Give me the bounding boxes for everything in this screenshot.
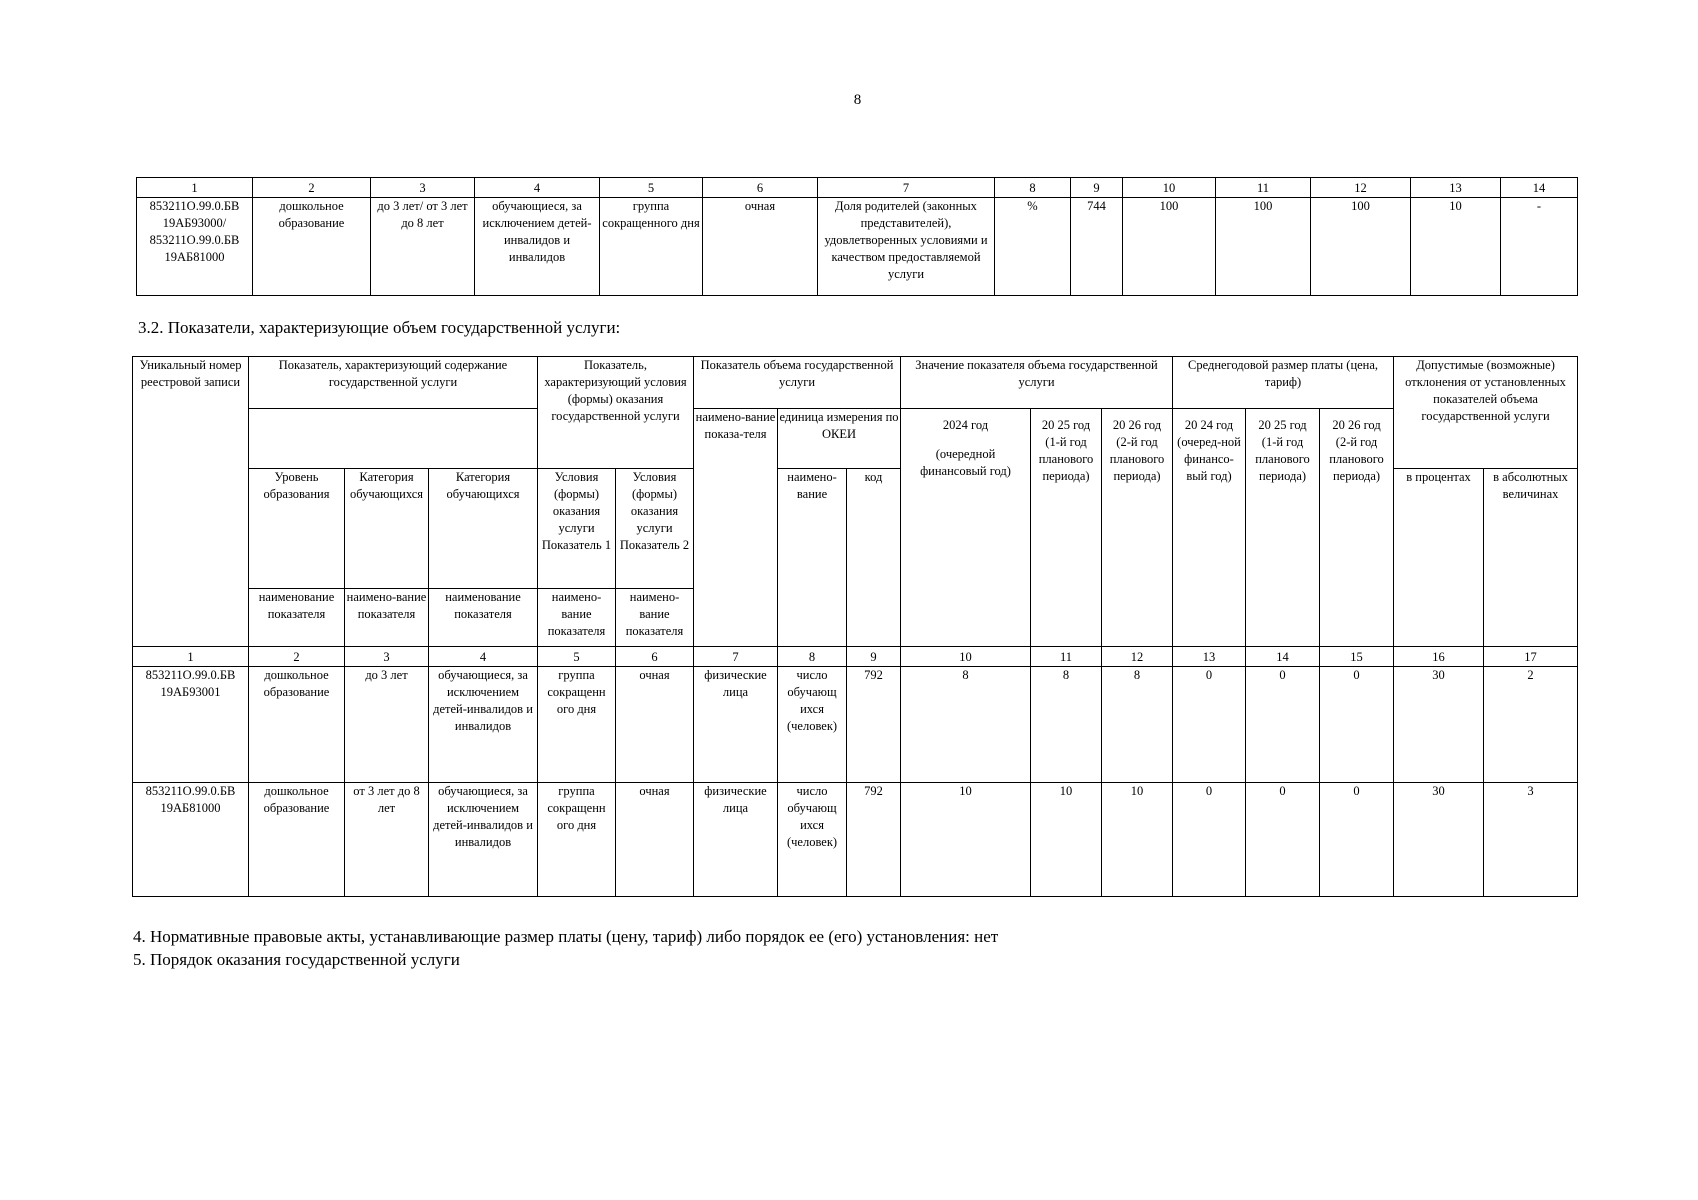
header-name-cond2: наимено-вание показателя <box>616 589 694 647</box>
header-fee-2025-label: 20 25 год <box>1258 418 1307 432</box>
table-row <box>137 198 1578 296</box>
t2-colnum: 4 <box>429 647 538 667</box>
header-fee-2025 <box>1246 409 1320 647</box>
t2-colnum: 3 <box>345 647 429 667</box>
unit-code: 792 <box>847 667 901 783</box>
table-row <box>133 667 1578 783</box>
header-education-level: Уровень образования <box>249 469 345 589</box>
value-2026: 8 <box>1102 667 1173 783</box>
fee-2025: 0 <box>1246 783 1320 897</box>
header-fee-2024-note: (очеред-ной финансо-вый год) <box>1177 435 1241 483</box>
header-name-level: наименование показателя <box>249 589 345 647</box>
t2-colnum: 12 <box>1102 647 1173 667</box>
service-form: очная <box>616 667 694 783</box>
header-content-spacer <box>249 409 538 469</box>
student-age: до 3 лет <box>345 667 429 783</box>
header-year-2024-note: (очередной финансовый год) <box>920 447 1011 478</box>
t1-colnum: 3 <box>371 178 475 198</box>
student-category: обучающиеся, за исключением детей-инвалидов и инвалидов <box>429 667 538 783</box>
header-unit: единица измерения по ОКЕИ <box>778 409 901 469</box>
header-condition-1: Условия (формы) оказания услуги Показатель 1 <box>538 469 616 589</box>
value-2025: 100 <box>1216 198 1311 296</box>
value-2024: 10 <box>901 783 1031 897</box>
fee-2025: 0 <box>1246 667 1320 783</box>
table1-column-numbers <box>137 178 1578 198</box>
header-unique-number: Уникальный номер реестровой записи <box>133 357 249 647</box>
header-fee-2024-label: 20 24 год <box>1184 418 1234 432</box>
legal-acts-line: 4. Нормативные правовые акты, устанавливающие размер платы (цену, тариф) либо порядок ее (его) установления: нет <box>133 927 999 946</box>
t2-colnum: 17 <box>1484 647 1578 667</box>
value-2026: 10 <box>1102 783 1173 897</box>
header-year-2024-label: 2024 год <box>942 418 989 432</box>
t2-colnum: 1 <box>133 647 249 667</box>
table2-header-row1 <box>133 357 1578 409</box>
fee-2024: 0 <box>1173 667 1246 783</box>
t1-colnum: 1 <box>137 178 253 198</box>
header-year-2025-note: (1-й год планового периода) <box>1038 435 1094 483</box>
header-condition-2: Условия (формы) оказания услуги Показатель 2 <box>616 469 694 589</box>
t1-colnum: 11 <box>1216 178 1311 198</box>
t1-colnum: 8 <box>995 178 1071 198</box>
t2-colnum: 5 <box>538 647 616 667</box>
t2-colnum: 7 <box>694 647 778 667</box>
header-content-indicator: Показатель, характеризующий содержание государственной услуги <box>249 357 538 409</box>
deviation-absolute: 2 <box>1484 667 1578 783</box>
deviation-absolute: 3 <box>1484 783 1578 897</box>
service-form: очная <box>703 198 818 296</box>
education-level: дошкольное образование <box>249 667 345 783</box>
header-unit-name: наимено-вание <box>778 469 847 647</box>
deviation-percent: 30 <box>1394 667 1484 783</box>
header-absolute: в абсолютных величинах <box>1484 469 1578 647</box>
service-condition: группа сокращенн ого дня <box>538 667 616 783</box>
fee-2026: 0 <box>1320 667 1394 783</box>
header-name-cond1: наимено-вание показателя <box>538 589 616 647</box>
student-age: от 3 лет до 8 лет <box>345 783 429 897</box>
header-fee-2026-label: 20 26 год <box>1332 418 1381 432</box>
t1-colnum: 6 <box>703 178 818 198</box>
unit-name: число обучающ ихся (человек) <box>778 667 847 783</box>
t1-colnum: 9 <box>1071 178 1123 198</box>
header-fee-2025-note: (1-й год планового периода) <box>1255 435 1310 483</box>
t2-colnum: 13 <box>1173 647 1246 667</box>
header-fee-2026-note: (2-й год планового периода) <box>1329 435 1384 483</box>
service-condition: группа сокращенн ого дня <box>538 783 616 897</box>
header-fee: Среднегодовой размер платы (цена, тариф) <box>1173 357 1394 409</box>
header-fee-2026 <box>1320 409 1394 647</box>
value-2024: 100 <box>1123 198 1216 296</box>
value-2026: 100 <box>1311 198 1411 296</box>
student-category: обучающиеся, за исключением детей-инвалидов и инвалидов <box>429 783 538 897</box>
t2-colnum: 2 <box>249 647 345 667</box>
t1-colnum: 5 <box>600 178 703 198</box>
header-name-cat2: наименование показателя <box>429 589 538 647</box>
value-2024: 8 <box>901 667 1031 783</box>
t2-colnum: 8 <box>778 647 847 667</box>
value-2025: 10 <box>1031 783 1102 897</box>
header-category-2: Категория обучающихся <box>429 469 538 589</box>
t2-colnum: 6 <box>616 647 694 667</box>
header-year-2026 <box>1102 409 1173 647</box>
volume-indicator-name: физические лица <box>694 783 778 897</box>
fee-2026: 0 <box>1320 783 1394 897</box>
deviation-percent: 10 <box>1411 198 1501 296</box>
t2-colnum: 14 <box>1246 647 1320 667</box>
t1-colnum: 10 <box>1123 178 1216 198</box>
indicator-name: Доля родителей (законных представителей), удовлетворенных условиями и качеством предоставляемой услуги <box>818 198 995 296</box>
t1-colnum: 13 <box>1411 178 1501 198</box>
t1-colnum: 12 <box>1311 178 1411 198</box>
unit-code: 792 <box>847 783 901 897</box>
header-volume-value: Значение показателя объема государственной услуги <box>901 357 1173 409</box>
student-age: до 3 лет/ от 3 лет до 8 лет <box>371 198 475 296</box>
volume-indicator-name: физические лица <box>694 667 778 783</box>
unit-name: % <box>995 198 1071 296</box>
header-fee-2024 <box>1173 409 1246 647</box>
registry-number: 853211О.99.0.БВ 19АБ93000/ 853211О.99.0.БВ 19АБ81000 <box>137 198 253 296</box>
service-procedure-line: 5. Порядок оказания государственной услуги <box>133 950 460 969</box>
header-category-1: Категория обучающихся <box>345 469 429 589</box>
quality-indicators-table <box>136 177 1578 296</box>
table2-header-row2 <box>133 409 1578 469</box>
service-form: очная <box>616 783 694 897</box>
header-year-2024 <box>901 409 1031 647</box>
volume-indicators-table <box>132 356 1578 897</box>
section-title: 3.2. Показатели, характеризующие объем государственной услуги: <box>138 318 621 337</box>
fee-2024: 0 <box>1173 783 1246 897</box>
t2-colnum: 10 <box>901 647 1031 667</box>
table-row <box>133 783 1578 897</box>
registry-number: 853211О.99.0.БВ 19АБ81000 <box>133 783 249 897</box>
registry-number: 853211О.99.0.БВ 19АБ93001 <box>133 667 249 783</box>
t2-colnum: 11 <box>1031 647 1102 667</box>
t1-colnum: 4 <box>475 178 600 198</box>
header-deviation: Допустимые (возможные) отклонения от установленных показателей объема государственной услуги <box>1394 357 1578 469</box>
table2-column-numbers <box>133 647 1578 667</box>
t1-colnum: 14 <box>1501 178 1578 198</box>
t2-colnum: 15 <box>1320 647 1394 667</box>
header-year-2026-label: 20 26 год <box>1112 418 1162 432</box>
deviation-absolute: - <box>1501 198 1578 296</box>
t2-colnum: 9 <box>847 647 901 667</box>
header-name-cat1: наимено-вание показателя <box>345 589 429 647</box>
header-unit-code: код <box>847 469 901 647</box>
service-condition: группа сокращенного дня <box>600 198 703 296</box>
t1-colnum: 7 <box>818 178 995 198</box>
header-percent: в процентах <box>1394 469 1484 647</box>
header-year-2025-label: 20 25 год <box>1041 418 1091 432</box>
header-volume-indicator: Показатель объема государственной услуги <box>694 357 901 409</box>
header-conditions-indicator: Показатель, характеризующий условия (формы) оказания государственной услуги <box>538 357 694 469</box>
t2-colnum: 16 <box>1394 647 1484 667</box>
page-number: 8 <box>853 92 862 108</box>
deviation-percent: 30 <box>1394 783 1484 897</box>
t1-colnum: 2 <box>253 178 371 198</box>
value-2025: 8 <box>1031 667 1102 783</box>
education-level: дошкольное образование <box>253 198 371 296</box>
unit-code: 744 <box>1071 198 1123 296</box>
header-volume-name: наимено-вание показа-теля <box>694 409 778 647</box>
education-level: дошкольное образование <box>249 783 345 897</box>
student-category: обучающиеся, за исключением детей-инвалидов и инвалидов <box>475 198 600 296</box>
unit-name: число обучающ ихся (человек) <box>778 783 847 897</box>
header-year-2026-note: (2-й год планового периода) <box>1109 435 1165 483</box>
header-year-2025 <box>1031 409 1102 647</box>
